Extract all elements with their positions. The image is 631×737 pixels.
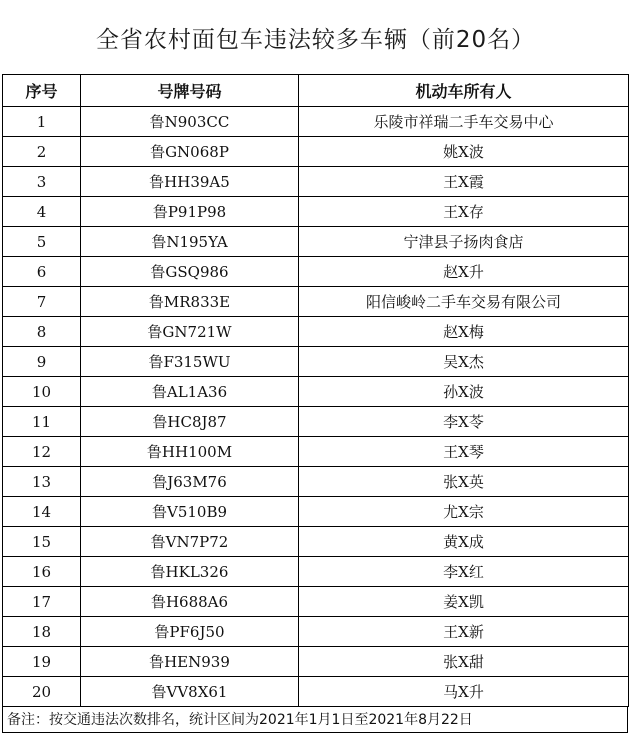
cell-rank: 4 bbox=[3, 197, 81, 227]
table-row bbox=[3, 677, 629, 707]
cell-rank: 1 bbox=[3, 107, 81, 137]
cell-rank: 8 bbox=[3, 317, 81, 347]
cell-plate: 鲁F315WU bbox=[81, 347, 299, 377]
table-row bbox=[3, 257, 629, 287]
cell-plate: 鲁MR833E bbox=[81, 287, 299, 317]
cell-rank: 2 bbox=[3, 137, 81, 167]
cell-owner: 李X红 bbox=[299, 557, 629, 587]
cell-owner: 姜X凯 bbox=[299, 587, 629, 617]
table-row bbox=[3, 497, 629, 527]
vehicle-table bbox=[2, 74, 629, 707]
cell-plate: 鲁VV8X61 bbox=[81, 677, 299, 707]
cell-rank: 20 bbox=[3, 677, 81, 707]
cell-rank: 6 bbox=[3, 257, 81, 287]
cell-rank: 14 bbox=[3, 497, 81, 527]
table-row bbox=[3, 557, 629, 587]
cell-owner: 马X升 bbox=[299, 677, 629, 707]
cell-plate: 鲁HEN939 bbox=[81, 647, 299, 677]
cell-rank: 9 bbox=[3, 347, 81, 377]
cell-owner: 李X苓 bbox=[299, 407, 629, 437]
table-row bbox=[3, 437, 629, 467]
cell-plate: 鲁H688A6 bbox=[81, 587, 299, 617]
cell-rank: 10 bbox=[3, 377, 81, 407]
table-row bbox=[3, 167, 629, 197]
cell-owner: 赵X升 bbox=[299, 257, 629, 287]
cell-owner: 阳信峻岭二手车交易有限公司 bbox=[299, 287, 629, 317]
table-row bbox=[3, 197, 629, 227]
table-row bbox=[3, 617, 629, 647]
cell-rank: 16 bbox=[3, 557, 81, 587]
table-row bbox=[3, 107, 629, 137]
cell-rank: 12 bbox=[3, 437, 81, 467]
table-row bbox=[3, 467, 629, 497]
table-row bbox=[3, 317, 629, 347]
header-owner: 机动车所有人 bbox=[299, 75, 629, 107]
cell-owner: 张X甜 bbox=[299, 647, 629, 677]
table-row bbox=[3, 587, 629, 617]
cell-rank: 19 bbox=[3, 647, 81, 677]
cell-owner: 王X新 bbox=[299, 617, 629, 647]
cell-plate: 鲁GN068P bbox=[81, 137, 299, 167]
table-row bbox=[3, 527, 629, 557]
cell-owner: 孙X波 bbox=[299, 377, 629, 407]
cell-rank: 11 bbox=[3, 407, 81, 437]
cell-owner: 王X霞 bbox=[299, 167, 629, 197]
table-row bbox=[3, 347, 629, 377]
cell-rank: 13 bbox=[3, 467, 81, 497]
cell-plate: 鲁J63M76 bbox=[81, 467, 299, 497]
header-plate: 号牌号码 bbox=[81, 75, 299, 107]
cell-plate: 鲁N903CC bbox=[81, 107, 299, 137]
cell-owner: 王X琴 bbox=[299, 437, 629, 467]
cell-plate: 鲁HH39A5 bbox=[81, 167, 299, 197]
cell-plate: 鲁GSQ986 bbox=[81, 257, 299, 287]
table-row bbox=[3, 377, 629, 407]
cell-rank: 3 bbox=[3, 167, 81, 197]
cell-plate: 鲁VN7P72 bbox=[81, 527, 299, 557]
cell-plate: 鲁P91P98 bbox=[81, 197, 299, 227]
table-row bbox=[3, 407, 629, 437]
cell-owner: 吴X杰 bbox=[299, 347, 629, 377]
page-title: 全省农村面包车违法较多车辆（前20名） bbox=[95, 26, 536, 53]
cell-owner: 张X英 bbox=[299, 467, 629, 497]
cell-owner: 王X存 bbox=[299, 197, 629, 227]
table-row bbox=[3, 647, 629, 677]
table-row bbox=[3, 227, 629, 257]
cell-rank: 15 bbox=[3, 527, 81, 557]
cell-plate: 鲁GN721W bbox=[81, 317, 299, 347]
cell-plate: 鲁N195YA bbox=[81, 227, 299, 257]
cell-plate: 鲁V510B9 bbox=[81, 497, 299, 527]
cell-plate: 鲁HKL326 bbox=[81, 557, 299, 587]
cell-rank: 5 bbox=[3, 227, 81, 257]
cell-rank: 7 bbox=[3, 287, 81, 317]
cell-owner: 宁津县子扬肉食店 bbox=[299, 227, 629, 257]
cell-rank: 18 bbox=[3, 617, 81, 647]
cell-rank: 17 bbox=[3, 587, 81, 617]
table-row bbox=[3, 137, 629, 167]
table-header-row bbox=[3, 75, 629, 107]
cell-plate: 鲁PF6J50 bbox=[81, 617, 299, 647]
cell-owner: 黄X成 bbox=[299, 527, 629, 557]
cell-owner: 赵X梅 bbox=[299, 317, 629, 347]
cell-plate: 鲁HH100M bbox=[81, 437, 299, 467]
cell-plate: 鲁AL1A36 bbox=[81, 377, 299, 407]
table-row bbox=[3, 287, 629, 317]
cell-owner: 姚X波 bbox=[299, 137, 629, 167]
footnote: 备注：按交通违法次数排名，统计区间为2021年1月1日至2021年8月22日 bbox=[2, 706, 628, 733]
header-no: 序号 bbox=[3, 75, 81, 107]
cell-owner: 尤X宗 bbox=[299, 497, 629, 527]
cell-owner: 乐陵市祥瑞二手车交易中心 bbox=[299, 107, 629, 137]
cell-plate: 鲁HC8J87 bbox=[81, 407, 299, 437]
